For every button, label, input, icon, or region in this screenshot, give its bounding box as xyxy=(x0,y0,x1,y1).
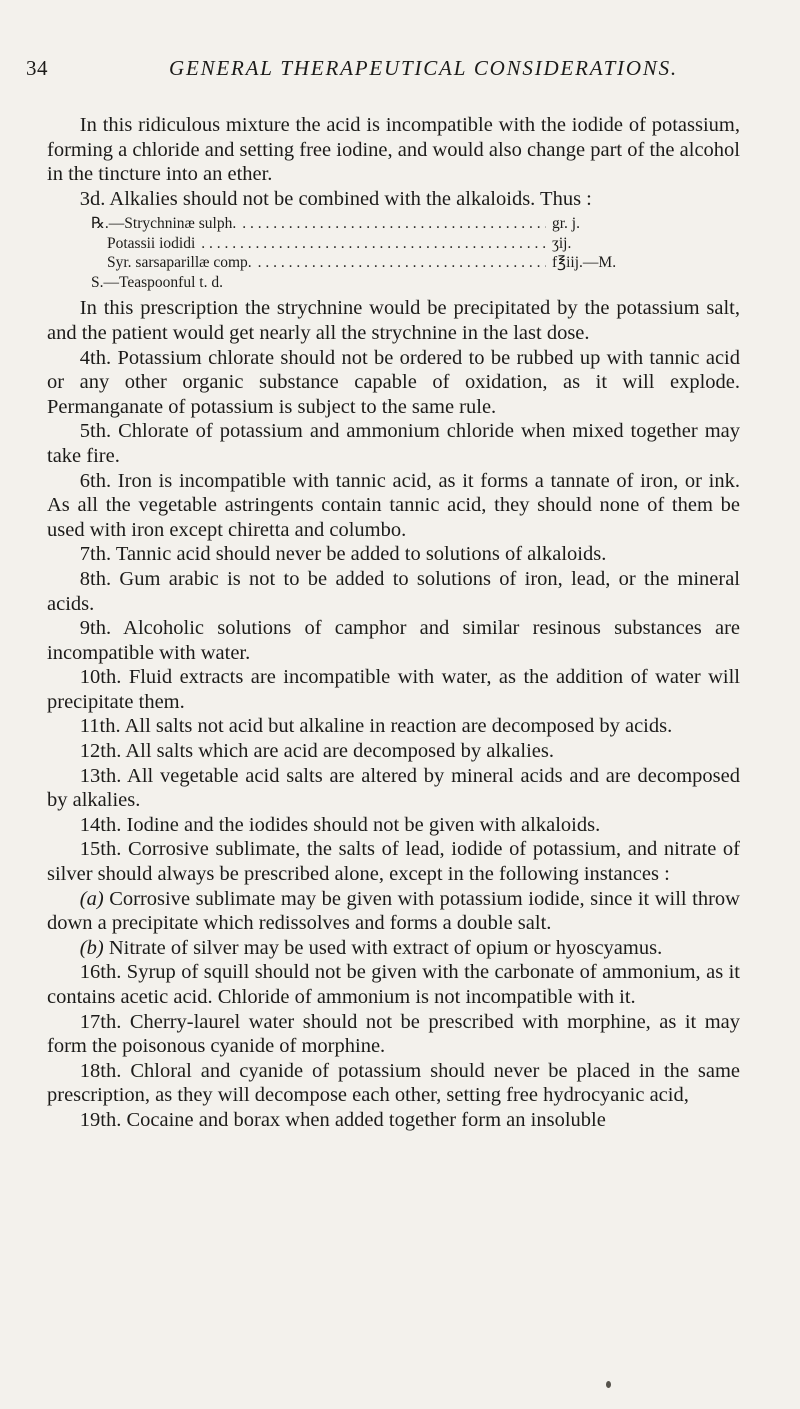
prescription-line xyxy=(47,234,740,254)
rule-19th: 19th. Cocaine and borax when added together form an insoluble xyxy=(79,1108,606,1131)
prescription-line xyxy=(47,214,740,234)
ingredient-name: Strychninæ sulph. xyxy=(124,215,237,233)
rule-10th: 10th. Fluid extracts are incompatible with water, as the addition of water will precipitate them. xyxy=(47,666,740,713)
ingredient-name: Syr. sarsaparillæ comp. xyxy=(107,254,252,272)
page-header xyxy=(26,56,726,86)
ingredient-dose: f℥iij.—M. xyxy=(552,254,617,272)
rule-9th: 9th. Alcoholic solutions of camphor and similar resinous substances are incompatible with water. xyxy=(47,617,740,664)
rule-4th: 4th. Potassium chlorate should not be ordered to be rubbed up with tannic acid or any other organic substance capable of oxidation, as it will explode. Permanganate of potassium is subject to the same rule. xyxy=(47,346,740,418)
sub-rule-a xyxy=(47,887,740,936)
page-number: 34 xyxy=(26,56,48,80)
ingredient-name: Potassii iodidi xyxy=(107,234,196,252)
body-text xyxy=(47,113,740,1133)
sub-rule-text: Corrosive sublimate may be given with potassium iodide, since it will throw down a precipitate which redissolves and forms a double salt. xyxy=(47,887,740,935)
ingredient-dose: ʒij. xyxy=(552,234,572,252)
signa-text: S.—Teaspoonful t. d. xyxy=(91,273,223,291)
sub-rule-b xyxy=(47,936,740,961)
rule-15th: 15th. Corrosive sublimate, the salts of lead, iodide of potassium, and nitrate of silver should always be prescribed alone, except in the following instances : xyxy=(47,838,740,886)
ink-speck xyxy=(606,1381,611,1388)
rule-8th: 8th. Gum arabic is not to be added to solutions of iron, lead, or the mineral acids. xyxy=(47,567,740,615)
rule-18th: 18th. Chloral and cyanide of potassium should never be placed in the same prescription, as they will decompose each other, setting free hydrocyanic acid, xyxy=(47,1059,740,1107)
rule-6th: 6th. Iron is incompatible with tannic acid, as it forms a tannate of iron, or ink. As all the vegetable astringents contain tannic acid, they should none of them be used with iron except chiretta and columbo. xyxy=(47,469,740,541)
rule-12th: 12th. All salts which are acid are decomposed by alkalies. xyxy=(79,740,554,763)
sub-rule-label: (b) xyxy=(79,936,104,959)
ingredient-dose: gr. j. xyxy=(552,215,580,233)
running-title: GENERAL THERAPEUTICAL CONSIDERATIONS. xyxy=(169,56,678,80)
rule-16th: 16th. Syrup of squill should not be given with the carbonate of ammonium, as it contains acetic acid. Chloride of ammonium is not incompatible with it. xyxy=(47,961,740,1008)
after-prescription-paragraph: In this prescription the strychnine would be precipitated by the potassium salt, and the patient would get nearly all the strychnine in the last dose. xyxy=(47,297,740,344)
prescription-signa xyxy=(47,273,740,293)
recipe-mark: ℞.— xyxy=(91,215,125,233)
sub-rule-text: Nitrate of silver may be used with extract of opium or hyoscyamus. xyxy=(103,936,663,959)
intro-paragraph: In this ridiculous mixture the acid is incompatible with the iodide of potassium, forming a chloride and setting free iodine, and would also change part of the alcohol in the tincture into an ether. xyxy=(47,114,740,186)
leader-dots xyxy=(258,253,546,273)
prescription-line xyxy=(47,253,740,273)
rule-13th: 13th. All vegetable acid salts are altered by mineral acids and are decomposed by alkalies. xyxy=(47,764,740,812)
rule-11th: 11th. All salts not acid but alkaline in reaction are decomposed by acids. xyxy=(79,715,673,738)
rule-7th: 7th. Tannic acid should never be added to solutions of alkaloids. xyxy=(79,543,607,566)
rule-17th: 17th. Cherry-laurel water should not be prescribed with morphine, as it may form the poisonous cyanide of morphine. xyxy=(47,1010,740,1058)
rule-14th: 14th. Iodine and the iodides should not be given with alkaloids. xyxy=(79,813,601,836)
rule-3d: 3d. Alkalies should not be combined with the alkaloids. Thus : xyxy=(79,187,592,210)
rule-5th: 5th. Chlorate of potassium and ammonium chloride when mixed together may take fire. xyxy=(47,420,740,467)
leader-dots xyxy=(201,234,546,254)
prescription-block xyxy=(47,214,740,292)
sub-rule-label: (a) xyxy=(79,887,104,910)
leader-dots xyxy=(242,214,546,234)
